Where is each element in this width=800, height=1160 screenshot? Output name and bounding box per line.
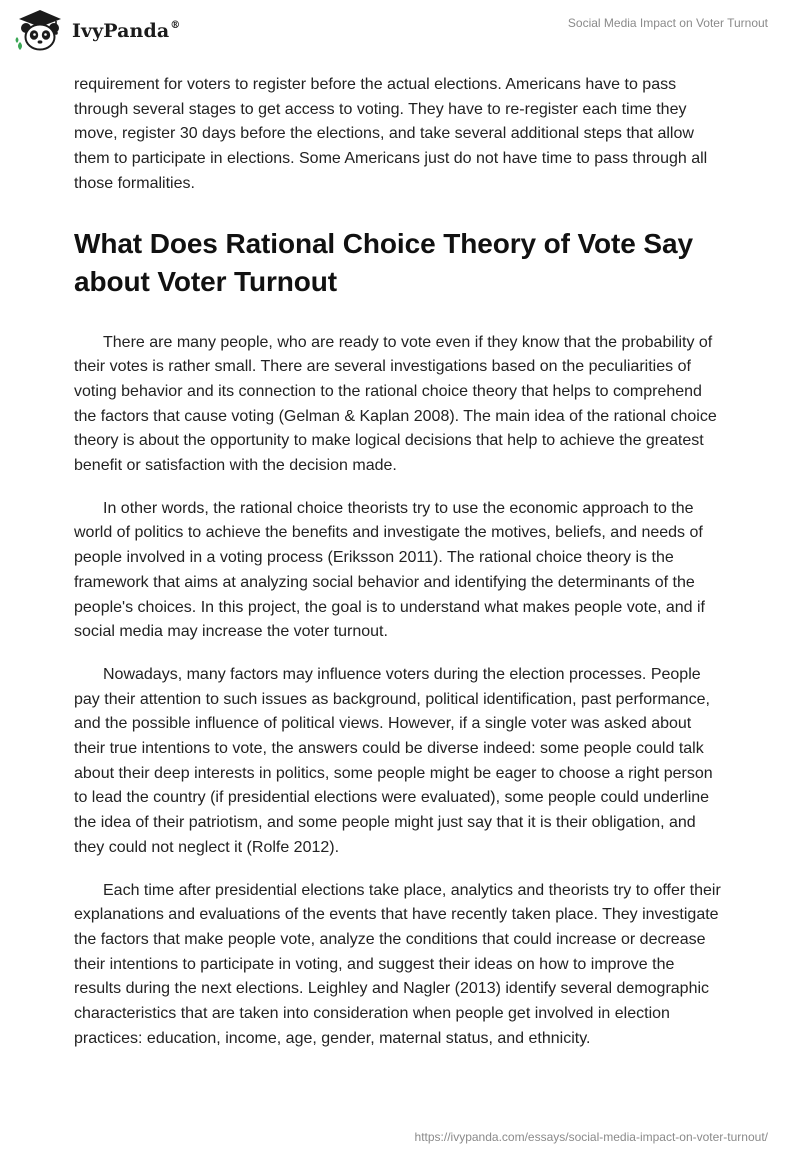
- page-header: [0, 0, 800, 70]
- lead-paragraph: requirement for voters to register before the actual elections. Americans have to pass through several stages to get access to voting. They have to re-register each time they move, register 30 days before the elections, and take several additional steps that allow them to participate in elections. Some Americans just do not have time to pass through all those formalities.: [74, 76, 708, 192]
- body-paragraph: In other words, the rational choice theorists try to use the economic approach to the world of politics to achieve the benefits and investigate the motives, beliefs, and needs of people involved in a voting process (Eriksson 2011). The rational choice theory is the framework that aims at analyzing social behavior and identifying the determinants of the people's choices. In this project, the goal is to understand what makes people vote, and if social media may increase the voter turnout.: [74, 499, 705, 641]
- document-title: Social Media Impact on Voter Turnout: [567, 16, 768, 30]
- registered-mark: ®: [170, 20, 181, 31]
- body-paragraph: There are many people, who are ready to vote even if they know that the probability of their votes is rather small. There are several investigations based on the peculiarities of voting behavior and its connection to the rational choice theory that helps to comprehend the factors that cause voting (Gelman & Kaplan 2008). The main idea of the rational choice theory is about the opportunity to make logical decisions that help to achieve the greatest benefit or satisfaction with the decision made.: [74, 333, 717, 475]
- panda-graduate-icon: [14, 8, 66, 52]
- body-paragraph: Nowadays, many factors may influence voters during the election processes. People pay their attention to such issues as background, political identification, past performance, and the possible influence of political views. However, if a single voter was asked about their true intentions to vote, the answers could be diverse indeed: some people could talk about their deep interests in politics, some people might be eager to choose a right person to lead the country (if presidential elections were evaluated), some people could underline the idea of their patriotism, and some people might just say that it is their obligation, and they could not neglect it (Rolfe 2012).: [74, 665, 713, 856]
- brand-name: IvyPanda®: [72, 20, 181, 42]
- source-url[interactable]: https://ivypanda.com/essays/social-media-impact-on-voter-turnout/: [414, 1130, 768, 1144]
- section-heading: What Does Rational Choice Theory of Vote Say about Voter Turnout: [74, 227, 693, 297]
- article-body: [74, 73, 724, 1070]
- body-paragraph: Each time after presidential elections take place, analytics and theorists try to offer their explanations and evaluations of the events that have recently taken place. They investigate the factors that make people vote, analyze the conditions that could increase or decrease their intentions to participate in voting, and suggest their ideas on how to improve the results during the next elections. Leighley and Nagler (2013) identify several demographic characteristics that are taken into consideration when people get involved in election practices: education, income, age, gender, maternal status, and ethnicity.: [74, 881, 721, 1047]
- brand-logo[interactable]: [14, 8, 180, 52]
